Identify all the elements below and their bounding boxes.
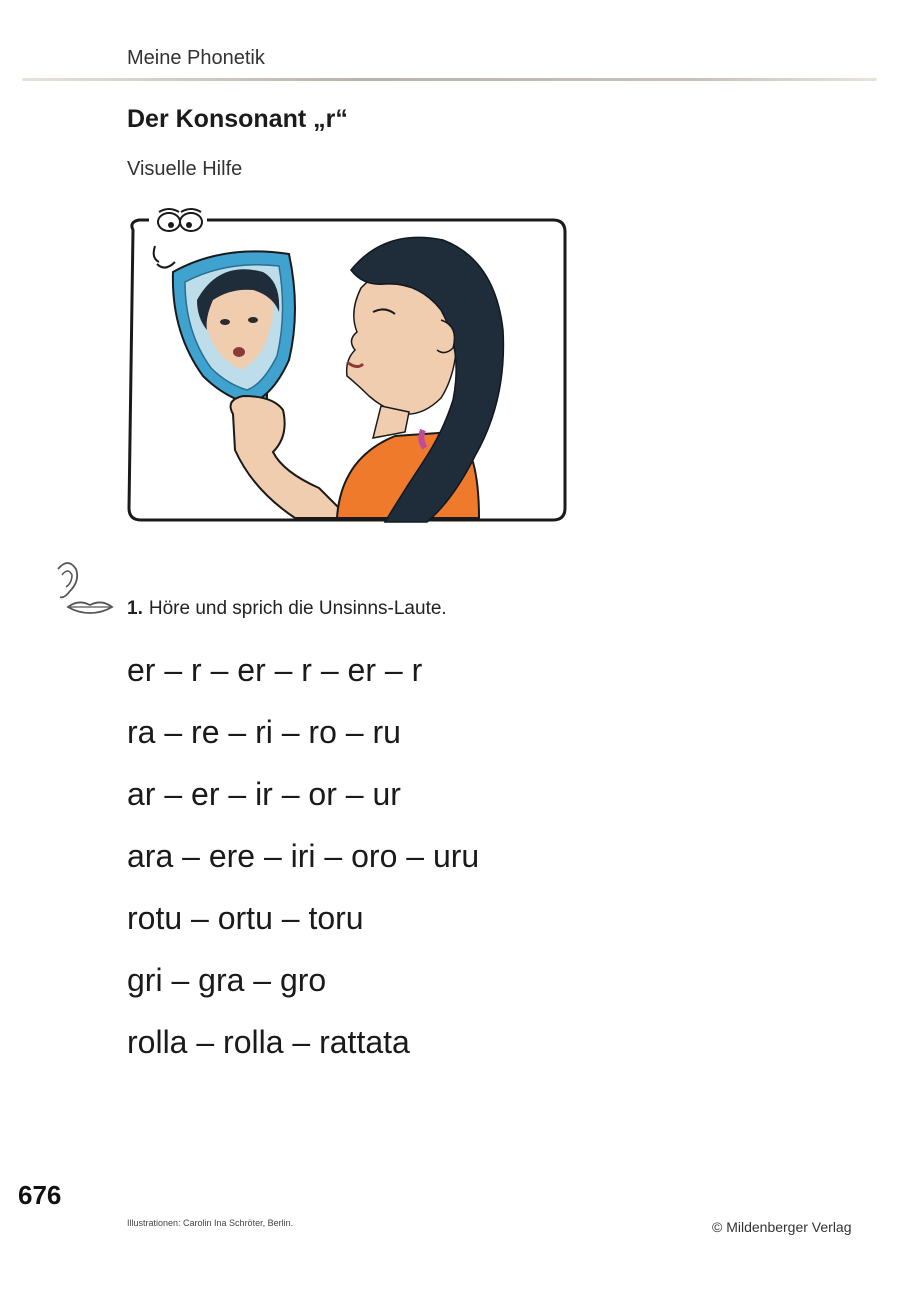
syllable-line: rolla – rolla – rattata <box>127 1024 410 1060</box>
task-instruction <box>127 598 447 620</box>
task-number: 1. <box>127 598 143 619</box>
page-number: 676 <box>18 1180 62 1210</box>
section-header: Meine Phonetik <box>127 47 265 69</box>
page-title: Der Konsonant „r“ <box>127 105 348 133</box>
syllable-line: ar – er – ir – or – ur <box>127 776 401 812</box>
ear-lips-icon <box>48 555 120 627</box>
syllable-line: er – r – er – r – er – r <box>127 652 423 688</box>
syllable-line: ra – re – ri – ro – ru <box>127 714 401 750</box>
syllable-line: ara – ere – iri – oro – uru <box>127 838 480 874</box>
page-subtitle: Visuelle Hilfe <box>127 158 243 180</box>
publisher-copyright: © Mildenberger Verlag <box>712 1219 852 1235</box>
syllable-line: rotu – ortu – toru <box>127 900 364 936</box>
illustration-credit: Illustrationen: Carolin Ina Schröter, Berlin. <box>127 1218 294 1228</box>
syllable-line: gri – gra – gro <box>127 962 327 998</box>
header-divider <box>22 78 877 81</box>
task-text: Höre und sprich die Unsinns-Laute. <box>148 598 447 619</box>
syllable-list <box>127 648 479 1082</box>
mirror-illustration <box>123 200 569 526</box>
